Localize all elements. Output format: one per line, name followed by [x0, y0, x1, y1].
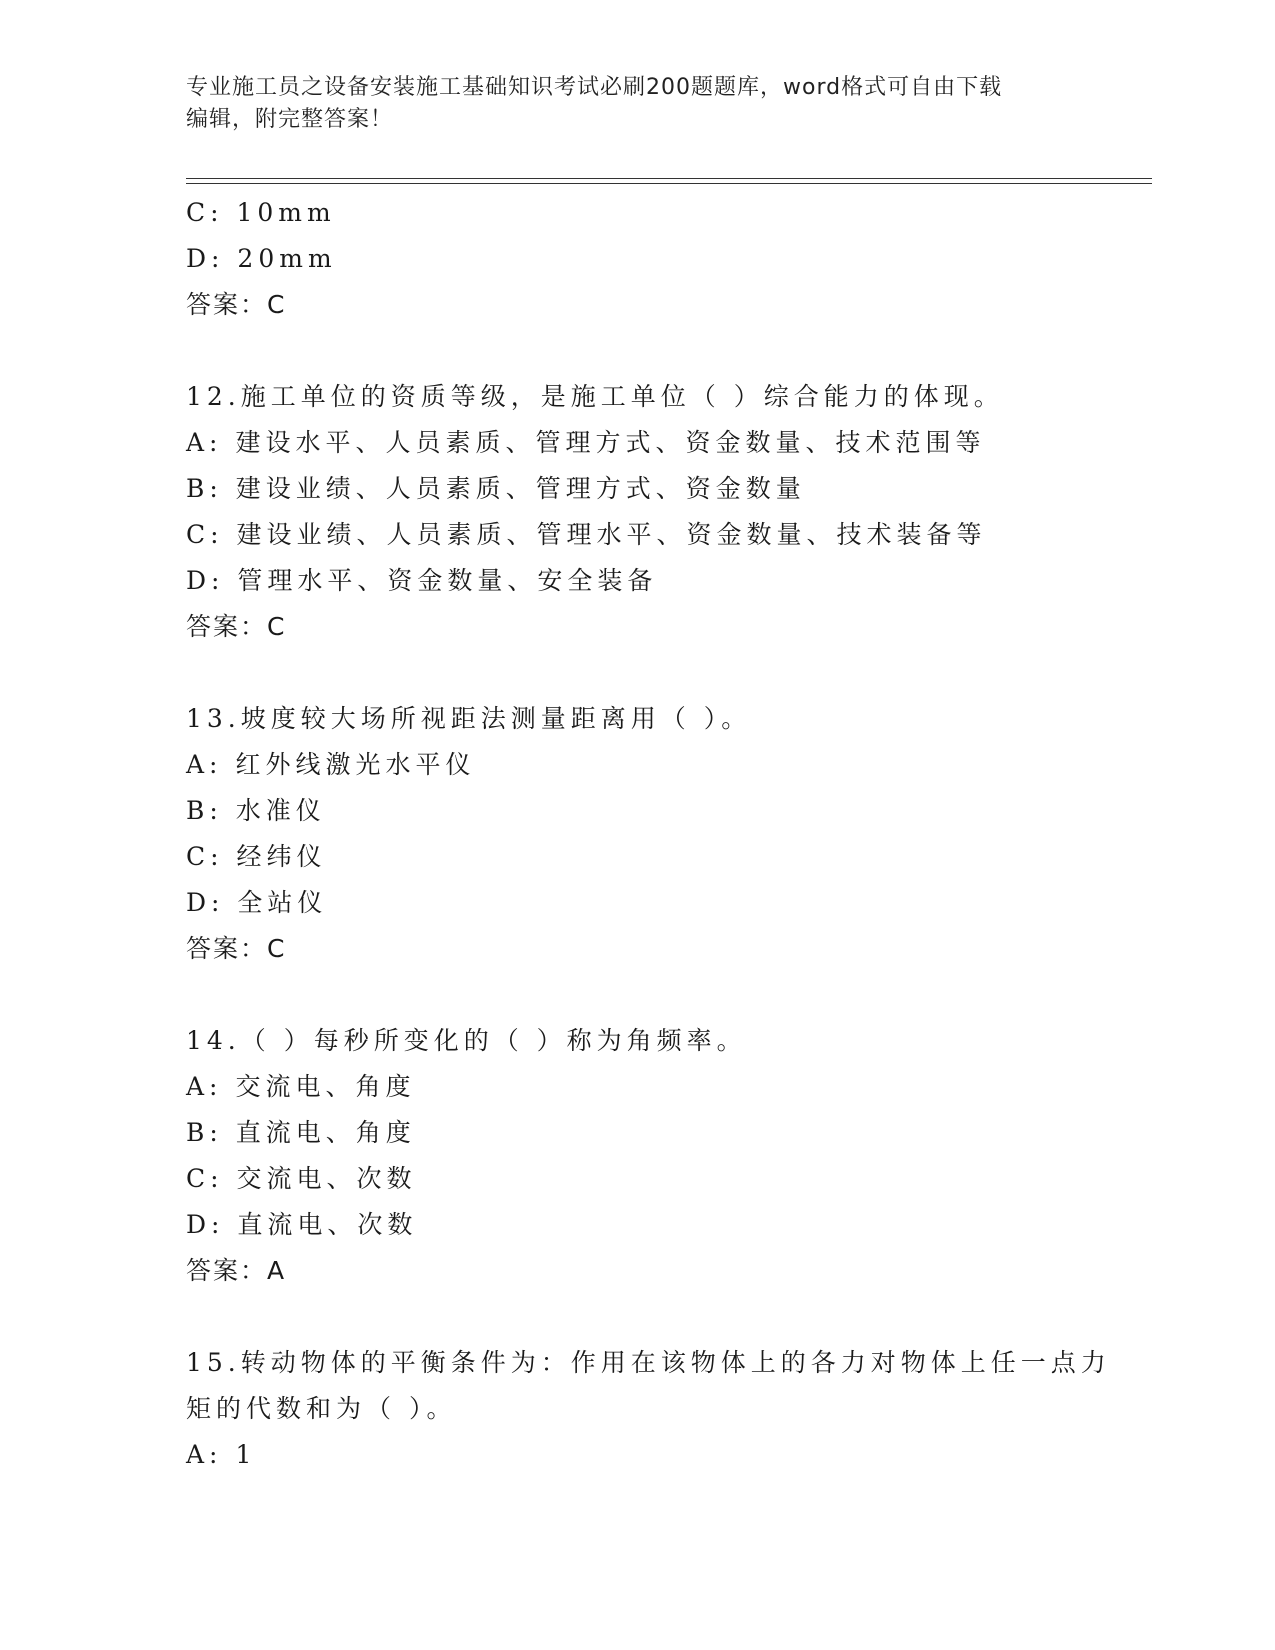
answer-line: 答案：C: [186, 612, 287, 641]
option-a: [186, 1064, 1136, 1110]
option-text: 红外线激光水平仪: [235, 750, 476, 779]
option-text: 直流电、角度: [235, 1118, 416, 1147]
answer-line: 答案：A: [186, 1256, 287, 1285]
option-c: [186, 834, 1136, 880]
option-text: 管理水平、资金数量、安全装备: [237, 566, 658, 595]
answer-line: 答案：C: [186, 290, 287, 319]
spacer: [186, 972, 1136, 1018]
option-text: 全站仪: [237, 888, 328, 917]
option-b: [186, 466, 1136, 512]
spacer: [186, 1294, 1136, 1340]
option-b: [186, 788, 1136, 834]
spacer: [186, 650, 1136, 696]
question-stem-line-1: 15.转动物体的平衡条件为：作用在该物体上的各力对物体上任一点力: [186, 1348, 1111, 1377]
option-c: [186, 512, 1136, 558]
header-line-2: 编辑，附完整答案！: [186, 107, 394, 132]
option-label: D:: [186, 1210, 238, 1239]
question-stem: 14.（ ）每秒所变化的（ ）称为角频率。: [186, 1026, 747, 1055]
option-text: 20mm: [237, 244, 337, 273]
option-text: 经纬仪: [236, 842, 327, 871]
option-text: 10mm: [236, 198, 336, 227]
option-text: 交流电、角度: [235, 1072, 416, 1101]
question-stem: 12.施工单位的资质等级，是施工单位（ ）综合能力的体现。: [186, 382, 1004, 411]
option-d: [186, 236, 1136, 282]
option-c: [186, 1156, 1136, 1202]
header-line-1: 专业施工员之设备安装施工基础知识考试必刷200题题库，word格式可自由下载: [186, 75, 1003, 100]
option-a: [186, 742, 1136, 788]
option-text: 建设水平、人员素质、管理方式、资金数量、技术范围等: [235, 428, 986, 457]
option-a: [186, 420, 1136, 466]
option-text: 直流电、次数: [237, 1210, 418, 1239]
option-d: [186, 880, 1136, 926]
option-label: A:: [186, 1440, 236, 1469]
answer-line: 答案：C: [186, 934, 287, 963]
question-stem-line-2: 矩的代数和为（ ）。: [186, 1394, 457, 1423]
option-label: D:: [186, 244, 238, 273]
option-text: 建设业绩、人员素质、管理方式、资金数量: [235, 474, 806, 503]
option-text: 建设业绩、人员素质、管理水平、资金数量、技术装备等: [236, 520, 987, 549]
option-label: D:: [186, 888, 238, 917]
option-label: C:: [186, 1164, 237, 1193]
option-label: D:: [186, 566, 238, 595]
option-label: A:: [186, 1072, 236, 1101]
header-divider-top: [186, 178, 1152, 179]
option-text: 水准仪: [235, 796, 326, 825]
option-text: 交流电、次数: [236, 1164, 417, 1193]
option-d: [186, 1202, 1136, 1248]
question-content: [186, 190, 1136, 1478]
option-text: 1: [235, 1440, 257, 1469]
document-header: [186, 72, 1086, 136]
question-stem: 13.坡度较大场所视距法测量距离用（ ）。: [186, 704, 752, 733]
option-c: [186, 190, 1136, 236]
spacer: [186, 328, 1136, 374]
option-a: [186, 1432, 1136, 1478]
option-label: C:: [186, 842, 237, 871]
option-label: B:: [186, 474, 236, 503]
option-label: B:: [186, 1118, 236, 1147]
option-d: [186, 558, 1136, 604]
option-label: C:: [186, 520, 237, 549]
option-b: [186, 1110, 1136, 1156]
option-label: B:: [186, 796, 236, 825]
option-label: A:: [186, 428, 236, 457]
option-label: A:: [186, 750, 236, 779]
option-label: C:: [186, 198, 237, 227]
header-divider-bottom: [186, 183, 1152, 184]
